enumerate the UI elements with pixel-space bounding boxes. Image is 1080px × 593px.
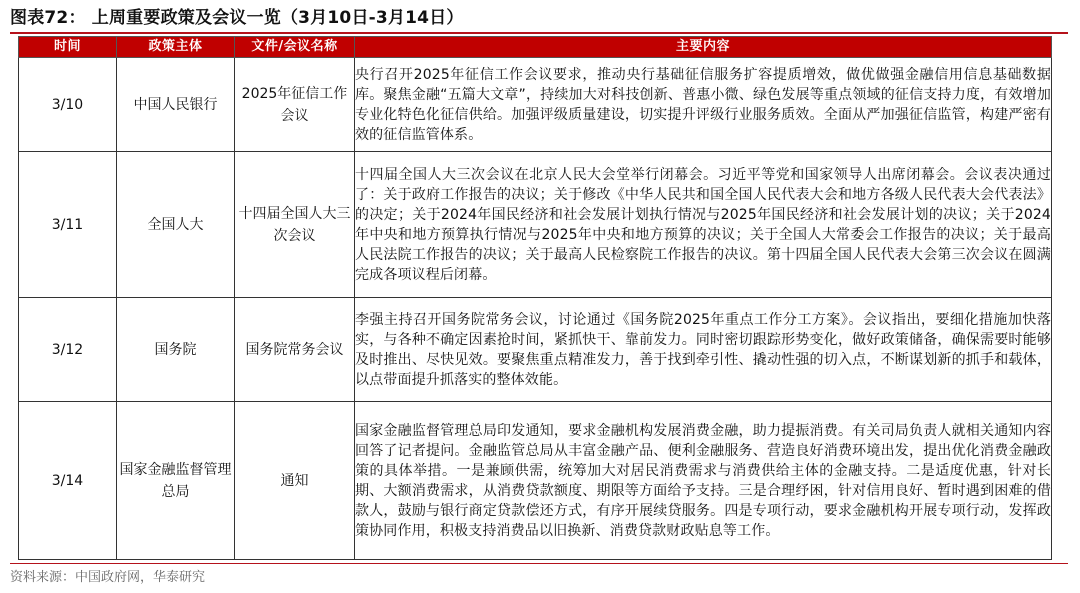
policy-table — [18, 36, 1052, 560]
row-content: 十四届全国人大三次会议在北京人民大会堂举行闭幕会。习近平等党和国家领导人出席闭幕会。会议表决通过了：关于政府工作报告的决议；关于修改《中华人民共和国全国人民代表大会和地方各级人民代表大会代表法》的决定；关于2024年国民经济和社会发展计划执行情况与2025年国民经济和社会发展计划的决议；关于2024年中央和地方预算执行情况与2025年中央和地方预算的决议；关于全国人大常委会工作报告的决议；关于最高人民法院工作报告的决议；关于最高人民检察院工作报告的决议。第十四届全国人民代表大会第三次会议在圆满完成各项议程后闭幕。 — [355, 152, 1052, 298]
header-document: 文件/会议名称 — [235, 37, 355, 58]
row-document: 2025年征信工作会议 — [235, 58, 355, 152]
row-document: 十四届全国人大三次会议 — [235, 152, 355, 298]
row-policy-body: 国家金融监督管理总局 — [117, 402, 235, 560]
row-policy-body: 中国人民银行 — [117, 58, 235, 152]
footer-divider — [10, 563, 1068, 564]
row-date: 3/10 — [19, 58, 117, 152]
row-content: 央行召开2025年征信工作会议要求，推动央行基础征信服务扩容提质增效，做优做强金融信用信息基础数据库。聚焦金融“五篇大文章”，持续加大对科技创新、普惠小微、绿色发展等重点领域的征信支持力度，有效增加专业化特色化征信供给。加强评级质量建设，切实提升评级行业服务质效。全面从严加强征信监管，构建严密有效的征信监管体系。 — [355, 58, 1052, 152]
header-policy-body: 政策主体 — [117, 37, 235, 58]
figure-title: 图表72： 上周重要政策及会议一览（3月10日-3月14日） — [10, 8, 464, 28]
row-document: 国务院常务会议 — [235, 298, 355, 402]
table-row — [19, 58, 1052, 152]
table-header-row — [19, 37, 1052, 58]
row-date: 3/12 — [19, 298, 117, 402]
table-row — [19, 298, 1052, 402]
row-document: 通知 — [235, 402, 355, 560]
table-row — [19, 402, 1052, 560]
header-main-content: 主要内容 — [355, 37, 1052, 58]
row-policy-body: 国务院 — [117, 298, 235, 402]
table-row — [19, 152, 1052, 298]
row-policy-body: 全国人大 — [117, 152, 235, 298]
source-note: 资料来源：中国政府网，华泰研究 — [10, 570, 206, 585]
title-divider — [10, 32, 1068, 34]
row-date: 3/14 — [19, 402, 117, 560]
row-content: 李强主持召开国务院常务会议，讨论通过《国务院2025年重点工作分工方案》。会议指出，要细化措施加快落实，与各种不确定因素抢时间，紧抓快干、靠前发力。同时密切跟踪形势变化，做好政策储备，确保需要时能够及时推出、尽快见效。要聚焦重点精准发力，善于找到牵引性、撬动性强的切入点，不断谋划新的抓手和载体，以点带面提升抓落实的整体效能。 — [355, 298, 1052, 402]
header-date: 时间 — [19, 37, 117, 58]
row-date: 3/11 — [19, 152, 117, 298]
row-content: 国家金融监督管理总局印发通知，要求金融机构发展消费金融，助力提振消费。有关司局负责人就相关通知内容回答了记者提问。金融监管总局从丰富金融产品、便利金融服务、营造良好消费环境出发，提出优化消费金融政策的具体举措。一是兼顾供需，统筹加大对居民消费需求与消费供给主体的金融支持。二是适度优惠，针对长期、大额消费需求，从消费贷款额度、期限等方面给予支持。三是合理纾困，针对信用良好、暂时遇到困难的借款人，鼓励与银行商定贷款偿还方式，有序开展续贷服务。四是专项行动，要求金融机构开展专项行动，发挥政策协同作用，积极支持消费品以旧换新、消费贷款财政贴息等工作。 — [355, 402, 1052, 560]
